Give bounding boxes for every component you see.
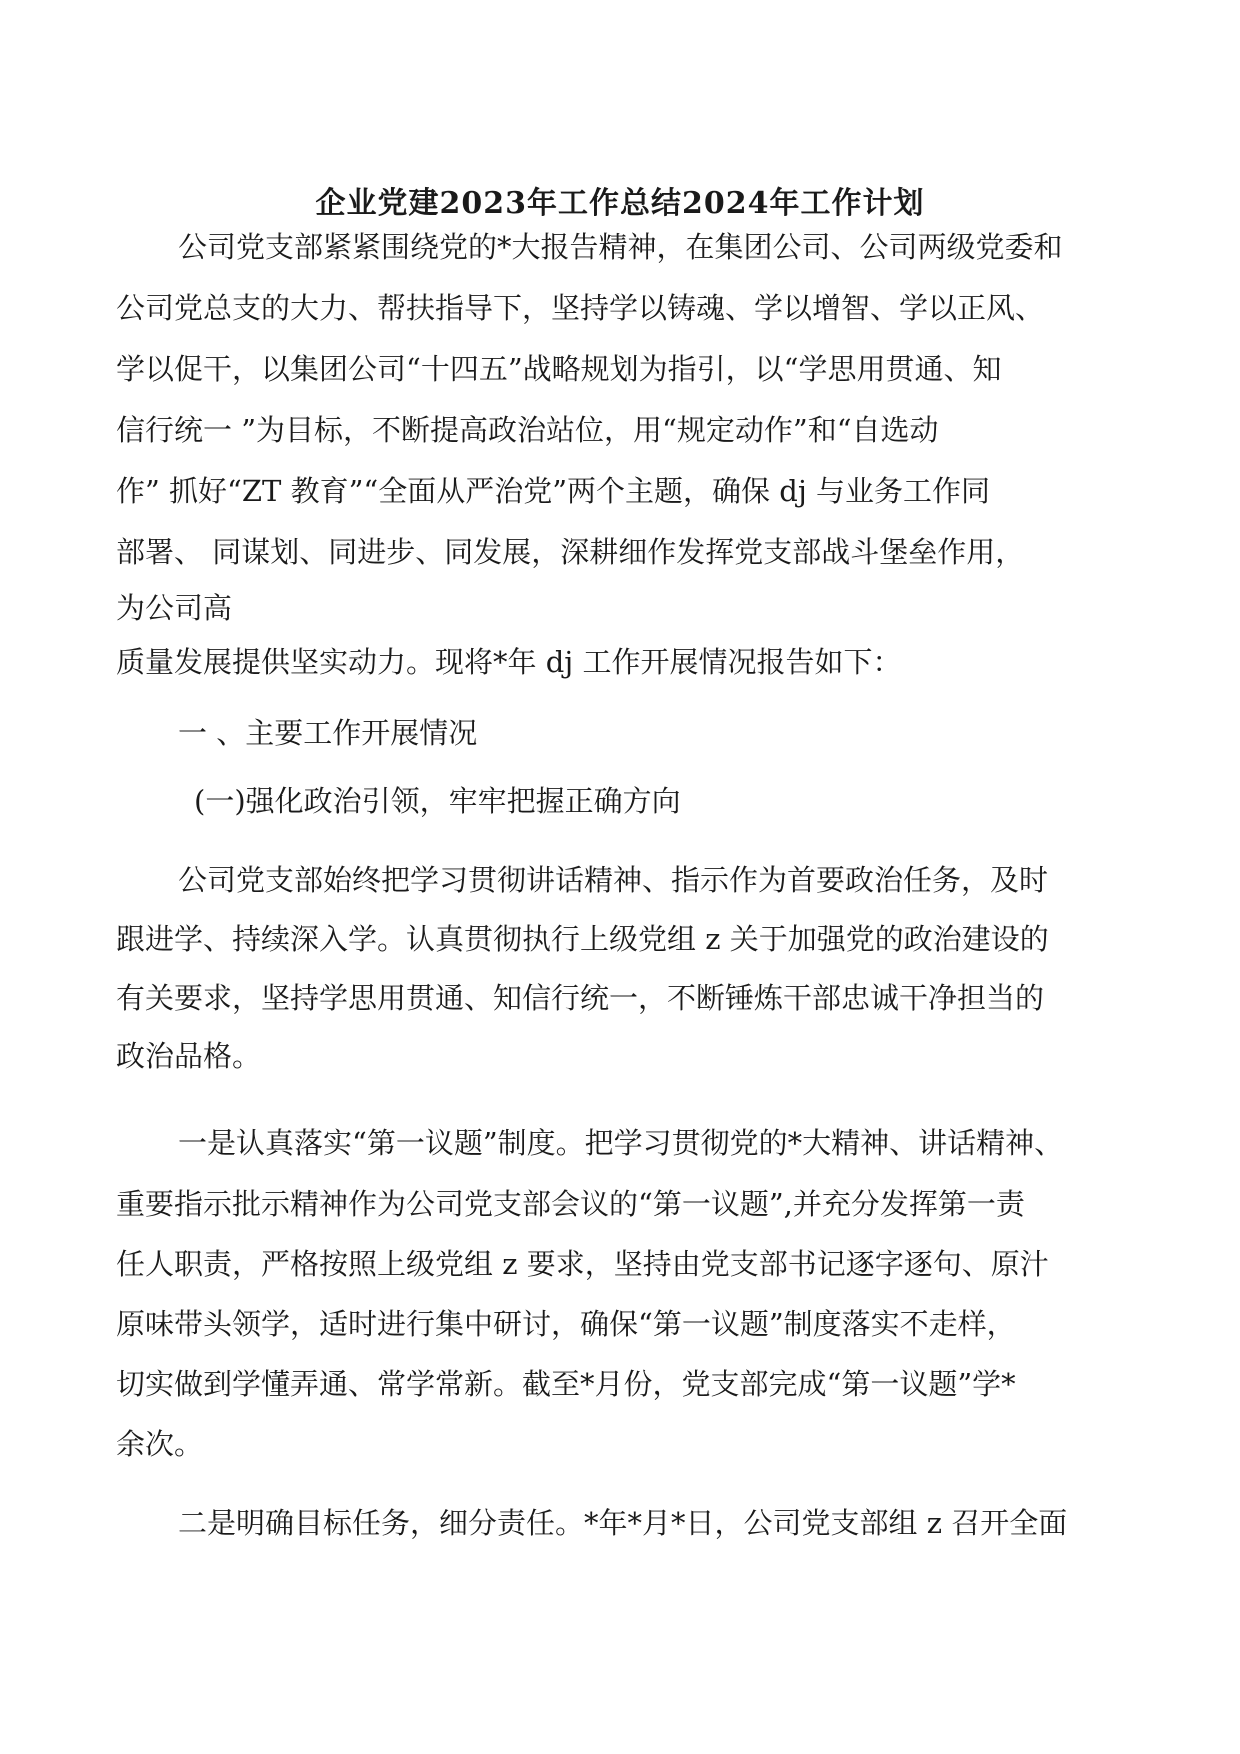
body-line: 质量发展提供坚实动力。现将*年 dj 工作开展情况报告如下： <box>116 645 902 679</box>
body-line: 公司党支部紧紧围绕党的*大报告精神，在集团公司、公司两级党委和 <box>178 230 1063 264</box>
body-line: 任人职责，严格按照上级党组 z 要求，坚持由党支部书记逐字逐句、原汁 <box>116 1247 1049 1281</box>
body-line: 跟进学、持续深入学。认真贯彻执行上级党组 z 关于加强党的政治建设的 <box>116 922 1049 956</box>
body-line: 部署、 同谋划、同进步、同发展，深耕细作发挥党支部战斗堡垒作用， <box>116 535 1025 569</box>
body-line: 为公司高 <box>116 591 233 625</box>
body-line: 公司党支部始终把学习贯彻讲话精神、指示作为首要政治任务，及时 <box>178 863 1049 897</box>
body-line: 一是认真落实“第一议题”制度。把学习贯彻党的*大精神、讲话精神、 <box>178 1126 1064 1160</box>
body-line: 作” 抓好“ZT 教育”“全面从严治党”两个主题，确保 dj 与业务工作同 <box>116 474 991 508</box>
body-line: 公司党总支的大力、帮扶指导下，坚持学以铸魂、学以增智、学以正风、 <box>116 291 1045 325</box>
body-line: 有关要求，坚持学思用贯通、知信行统一，不断锤炼干部忠诚干净担当的 <box>116 981 1045 1015</box>
body-line: 余次。 <box>116 1427 204 1461</box>
document-title: 企业党建2023年工作总结2024年工作计划 <box>315 186 925 221</box>
body-line: 切实做到学懂弄通、常学常新。截至*月份，党支部完成“第一议题”学* <box>116 1367 1016 1401</box>
body-line: 重要指示批示精神作为公司党支部会议的“第一议题”,并充分发挥第一责 <box>116 1187 1025 1221</box>
body-line: 学以促干，以集团公司“十四五”战略规划为指引，以“学思用贯通、知 <box>116 352 1002 386</box>
subsection-heading: (一)强化政治引领，牢牢把握正确方向 <box>194 784 681 818</box>
body-line: 政治品格。 <box>116 1039 262 1073</box>
body-line: 原味带头领学，适时进行集中研讨，确保“第一议题”制度落实不走样， <box>116 1307 1016 1341</box>
body-line: 信行统一 ”为目标，不断提高政治站位，用“规定动作”和“自选动 <box>116 413 939 447</box>
body-line: 二是明确目标任务，细分责任。*年*月*日，公司党支部组 z 召开全面 <box>178 1506 1068 1540</box>
section-heading: 一 、主要工作开展情况 <box>178 716 478 750</box>
